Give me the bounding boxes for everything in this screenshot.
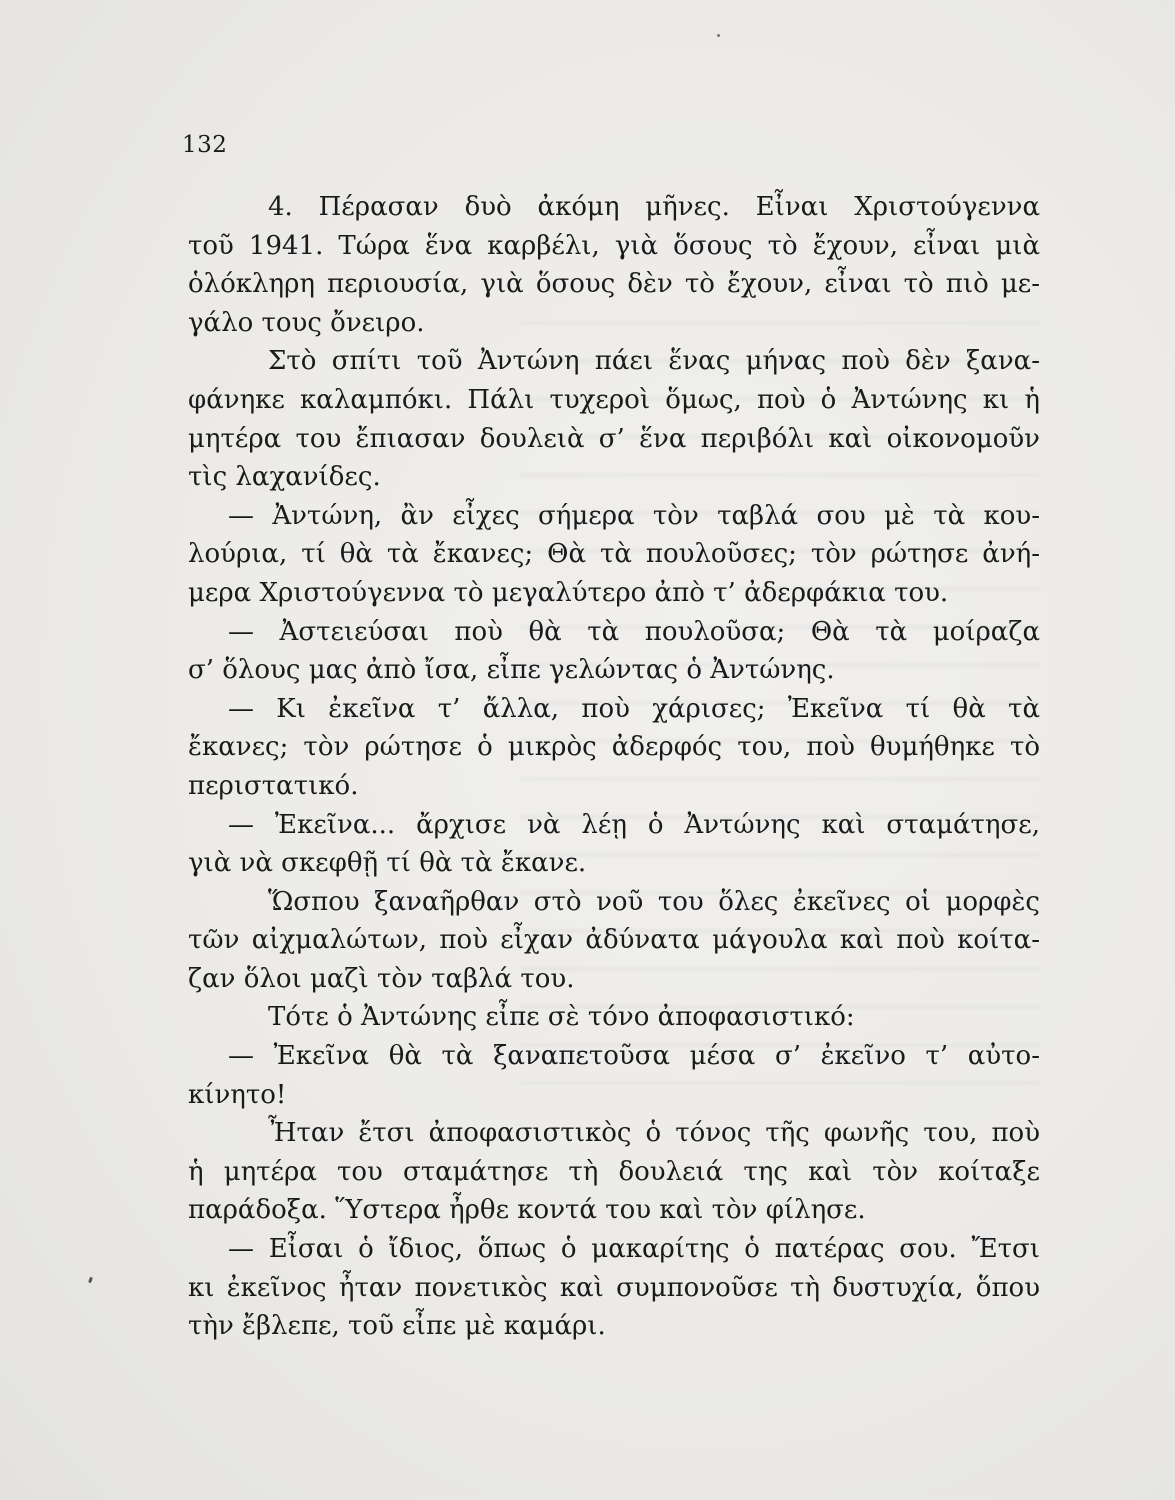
text-line: ὁλόκληρη περιουσία, γιὰ ὅσους δὲν τὸ ἔχουν, εἶναι τὸ πιὸ με- <box>188 269 1040 300</box>
text-line: — Εἶσαι ὁ ἴδιος, ὅπως ὁ μακαρίτης ὁ πατέρας σου. Ἔτσι <box>228 1234 1040 1265</box>
text-line: μερα Χριστούγεννα τὸ μεγαλύτερο ἀπὸ τ’ ἀδερφάκια του. <box>188 577 949 608</box>
text-line: Στὸ σπίτι τοῦ Ἀντώνη πάει ἕνας μήνας ποὺ δὲν ξανα- <box>268 346 1040 377</box>
text-line: τῶν αἰχμαλώτων, ποὺ εἶχαν ἀδύνατα μάγουλα καὶ ποὺ κοίτα- <box>188 925 1040 956</box>
text-line: φάνηκε καλαμπόκι. Πάλι τυχεροὶ ὅμως, ποὺ ὁ Ἀντώνης κι ἡ <box>188 384 1040 415</box>
text-line: ἡ μητέρα του σταμάτησε τὴ δουλειά της καὶ τὸν κοίταξε <box>188 1156 1040 1187</box>
text-line: — Ἐκεῖνα θὰ τὰ ξαναπετοῦσα μέσα σ’ ἐκεῖνο τ’ αὐτο- <box>228 1041 1040 1072</box>
text-line: Ἦταν ἔτσι ἀποφασιστικὸς ὁ τόνος τῆς φωνῆς του, ποὺ <box>268 1118 1040 1149</box>
text-line: γιὰ νὰ σκεφθῇ τί θὰ τὰ ἔκανε. <box>188 848 587 879</box>
text-line: τὴν ἔβλεπε, τοῦ εἶπε μὲ καμάρι. <box>188 1311 606 1342</box>
text-line: σ’ ὅλους μας ἀπὸ ἴσα, εἶπε γελώντας ὁ Ἀντώνης. <box>188 655 835 686</box>
text-line: περιστατικό. <box>188 770 359 801</box>
text-line: τὶς λαχανίδες. <box>188 462 381 493</box>
body-text <box>188 188 1040 1346</box>
text-line: ζαν ὅλοι μαζὶ τὸν ταβλά του. <box>188 963 575 994</box>
text-line: μητέρα του ἔπιασαν δουλειὰ σ’ ἕνα περιβόλι καὶ οἰκονομοῦν <box>188 423 1040 454</box>
text-line: κίνητο! <box>188 1079 287 1110</box>
paper-speck <box>88 1277 93 1284</box>
text-line: 4. Πέρασαν δυὸ ἀκόμη μῆνες. Εἶναι Χριστούγεννα <box>268 192 1040 222</box>
text-line: ἔκανες; τὸν ρώτησε ὁ μικρὸς ἀδερφός του, ποὺ θυμήθηκε τὸ <box>188 732 1040 763</box>
text-line: — Ἐκεῖνα... ἄρχισε νὰ λέῃ ὁ Ἀντώνης καὶ σταμάτησε, <box>228 809 1040 840</box>
text-line: Τότε ὁ Ἀντώνης εἶπε σὲ τόνο ἀποφασιστικό: <box>268 1002 855 1033</box>
paper-speck <box>717 34 720 37</box>
text-line: κι ἐκεῖνος ἦταν πονετικὸς καὶ συμπονοῦσε τὴ δυστυχία, ὅπου <box>188 1272 1040 1303</box>
text-line: λούρια, τί θὰ τὰ ἔκανες; Θὰ τὰ πουλοῦσες; τὸν ρώτησε ἀνή- <box>188 539 1040 570</box>
text-line: τοῦ 1941. Τώρα ἕνα καρβέλι, γιὰ ὅσους τὸ ἔχουν, εἶναι μιὰ <box>188 230 1040 261</box>
text-line: — Ἀστειεύσαι ποὺ θὰ τὰ πουλοῦσα; Θὰ τὰ μοίραζα <box>228 616 1040 647</box>
text-line: — Ἀντώνη, ἂν εἶχες σήμερα τὸν ταβλά σου μὲ τὰ κου- <box>228 500 1040 531</box>
text-line: — Κι ἐκεῖνα τ’ ἄλλα, ποὺ χάρισες; Ἐκεῖνα τί θὰ τὰ <box>228 693 1040 724</box>
text-line: παράδοξα. Ὕστερα ἦρθε κοντά του καὶ τὸν φίλησε. <box>188 1195 866 1226</box>
page-number: 132 <box>182 132 228 158</box>
text-line: γάλο τους ὄνειρο. <box>188 307 425 338</box>
text-line: Ὥσπου ξαναῆρθαν στὸ νοῦ του ὅλες ἐκεῖνες οἱ μορφὲς <box>268 886 1040 917</box>
